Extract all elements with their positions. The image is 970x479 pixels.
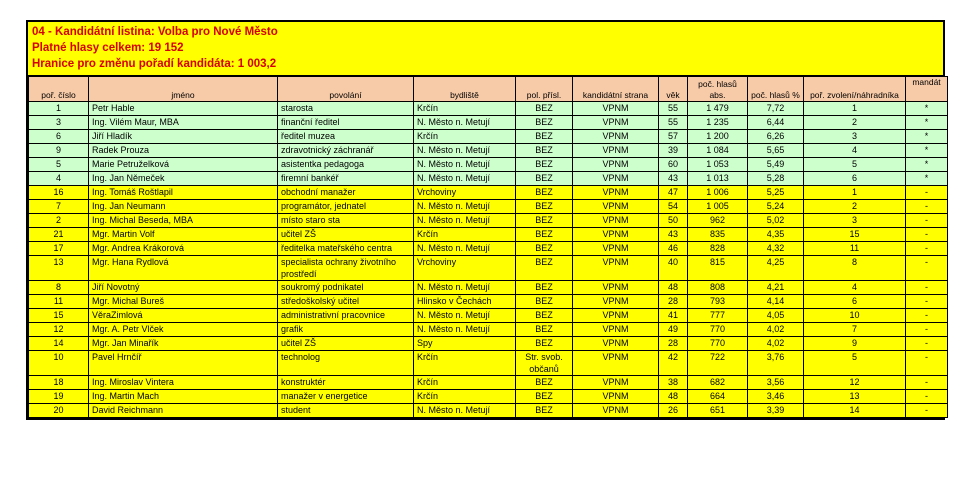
- cell-num: 20: [29, 404, 89, 418]
- cell-order: 10: [804, 309, 906, 323]
- list-title: 04 - Kandidátní listina: Volba pro Nové Město: [32, 26, 278, 38]
- cell-order: 12: [804, 376, 906, 390]
- cell-place: N. Město n. Metují: [414, 144, 516, 158]
- cell-mandate: -: [906, 351, 948, 376]
- cell-name: Ing. Martin Mach: [89, 390, 278, 404]
- cell-num: 2: [29, 214, 89, 228]
- cell-place: N. Město n. Metují: [414, 242, 516, 256]
- cell-place: N. Město n. Metují: [414, 116, 516, 130]
- cell-age: 57: [659, 130, 688, 144]
- cell-order: 7: [804, 323, 906, 337]
- cell-job: finanční ředitel: [278, 116, 414, 130]
- cell-party: VPNM: [573, 172, 659, 186]
- cell-mandate: -: [906, 281, 948, 295]
- cell-job: administrativní pracovnice: [278, 309, 414, 323]
- cell-name: Mgr. Andrea Krákorová: [89, 242, 278, 256]
- cell-num: 11: [29, 295, 89, 309]
- cell-order: 6: [804, 172, 906, 186]
- cell-place: Vrchoviny: [414, 186, 516, 200]
- table-row: [29, 144, 948, 158]
- cell-order: 3: [804, 130, 906, 144]
- cell-pct: 5,49: [748, 158, 804, 172]
- cell-name: Radek Prouza: [89, 144, 278, 158]
- cell-order: 1: [804, 186, 906, 200]
- col-num: poř. číslo: [29, 77, 89, 102]
- cell-job: student: [278, 404, 414, 418]
- cell-name: Ing. Tomáš Roštlapil: [89, 186, 278, 200]
- cell-mandate: *: [906, 144, 948, 158]
- cell-pol: BEZ: [516, 390, 573, 404]
- cell-pol: BEZ: [516, 309, 573, 323]
- cell-pol: BEZ: [516, 130, 573, 144]
- cell-name: Ing. Miroslav Vintera: [89, 376, 278, 390]
- cell-party: VPNM: [573, 144, 659, 158]
- cell-place: Spy: [414, 337, 516, 351]
- col-order: poř. zvolení/náhradníka: [804, 77, 906, 102]
- cell-place: N. Město n. Metují: [414, 323, 516, 337]
- cell-pct: 3,76: [748, 351, 804, 376]
- cell-name: Ing. Michal Beseda, MBA: [89, 214, 278, 228]
- cell-age: 60: [659, 158, 688, 172]
- table-row: [29, 404, 948, 418]
- cell-party: VPNM: [573, 102, 659, 116]
- cell-name: Mgr. Martin Volf: [89, 228, 278, 242]
- cell-num: 14: [29, 337, 89, 351]
- cell-mandate: -: [906, 390, 948, 404]
- cell-abs: 1 013: [688, 172, 748, 186]
- cell-place: Krčín: [414, 390, 516, 404]
- cell-pol: BEZ: [516, 281, 573, 295]
- cell-abs: 1 200: [688, 130, 748, 144]
- cell-age: 55: [659, 102, 688, 116]
- cell-name: Mgr. Jan Minařík: [89, 337, 278, 351]
- cell-party: VPNM: [573, 351, 659, 376]
- cell-job: specialista ochrany životního prostředí: [278, 256, 414, 281]
- cell-pct: 6,26: [748, 130, 804, 144]
- cell-party: VPNM: [573, 256, 659, 281]
- cell-pol: BEZ: [516, 186, 573, 200]
- cell-abs: 808: [688, 281, 748, 295]
- table-row: [29, 351, 948, 376]
- cell-party: VPNM: [573, 376, 659, 390]
- cell-age: 28: [659, 337, 688, 351]
- table-row: [29, 172, 948, 186]
- cell-mandate: *: [906, 172, 948, 186]
- candidate-table: [28, 76, 948, 418]
- cell-age: 47: [659, 186, 688, 200]
- col-party: kandidátní strana: [573, 77, 659, 102]
- cell-place: N. Město n. Metují: [414, 281, 516, 295]
- cell-party: VPNM: [573, 200, 659, 214]
- table-row: [29, 295, 948, 309]
- cell-abs: 815: [688, 256, 748, 281]
- cell-order: 15: [804, 228, 906, 242]
- cell-job: technolog: [278, 351, 414, 376]
- cell-mandate: -: [906, 309, 948, 323]
- cell-mandate: *: [906, 116, 948, 130]
- cell-mandate: -: [906, 228, 948, 242]
- cell-party: VPNM: [573, 390, 659, 404]
- cell-pol: Str. svob. občanů: [516, 351, 573, 376]
- cell-order: 4: [804, 144, 906, 158]
- cell-abs: 793: [688, 295, 748, 309]
- cell-num: 19: [29, 390, 89, 404]
- cell-num: 3: [29, 116, 89, 130]
- cell-order: 5: [804, 158, 906, 172]
- candidate-list-sheet: [26, 20, 945, 420]
- cell-pol: BEZ: [516, 116, 573, 130]
- cell-abs: 962: [688, 214, 748, 228]
- cell-abs: 828: [688, 242, 748, 256]
- cell-job: firemní bankéř: [278, 172, 414, 186]
- table-row: [29, 376, 948, 390]
- table-row: [29, 242, 948, 256]
- col-age: věk: [659, 77, 688, 102]
- cell-pol: BEZ: [516, 200, 573, 214]
- table-row: [29, 116, 948, 130]
- cell-party: VPNM: [573, 116, 659, 130]
- cell-num: 18: [29, 376, 89, 390]
- cell-name: VěraZimlová: [89, 309, 278, 323]
- cell-party: VPNM: [573, 242, 659, 256]
- table-row: [29, 228, 948, 242]
- cell-pct: 5,28: [748, 172, 804, 186]
- cell-age: 28: [659, 295, 688, 309]
- cell-pol: BEZ: [516, 323, 573, 337]
- cell-job: manažer v energetice: [278, 390, 414, 404]
- cell-order: 8: [804, 256, 906, 281]
- cell-abs: 770: [688, 323, 748, 337]
- cell-party: VPNM: [573, 130, 659, 144]
- cell-job: ředitel muzea: [278, 130, 414, 144]
- cell-pct: 3,46: [748, 390, 804, 404]
- col-abs: poč. hlasů abs.: [688, 77, 748, 102]
- cell-name: Mgr. Hana Rydlová: [89, 256, 278, 281]
- cell-num: 6: [29, 130, 89, 144]
- cell-age: 40: [659, 256, 688, 281]
- cell-abs: 664: [688, 390, 748, 404]
- cell-pct: 5,65: [748, 144, 804, 158]
- cell-pol: BEZ: [516, 214, 573, 228]
- cell-pct: 4,14: [748, 295, 804, 309]
- cell-job: grafik: [278, 323, 414, 337]
- cell-place: N. Město n. Metují: [414, 200, 516, 214]
- cell-pct: 5,25: [748, 186, 804, 200]
- cell-party: VPNM: [573, 337, 659, 351]
- cell-party: VPNM: [573, 281, 659, 295]
- cell-job: starosta: [278, 102, 414, 116]
- cell-pol: BEZ: [516, 172, 573, 186]
- cell-place: Krčín: [414, 130, 516, 144]
- cell-place: N. Město n. Metují: [414, 404, 516, 418]
- cell-name: Jiří Novotný: [89, 281, 278, 295]
- cell-num: 8: [29, 281, 89, 295]
- cell-age: 55: [659, 116, 688, 130]
- cell-abs: 722: [688, 351, 748, 376]
- cell-order: 11: [804, 242, 906, 256]
- cell-pct: 4,25: [748, 256, 804, 281]
- cell-order: 1: [804, 102, 906, 116]
- cell-job: středoškolský učitel: [278, 295, 414, 309]
- table-row: [29, 130, 948, 144]
- table-row: [29, 309, 948, 323]
- cell-age: 50: [659, 214, 688, 228]
- cell-pol: BEZ: [516, 404, 573, 418]
- cell-pol: BEZ: [516, 228, 573, 242]
- cell-num: 17: [29, 242, 89, 256]
- cell-age: 26: [659, 404, 688, 418]
- cell-pol: BEZ: [516, 376, 573, 390]
- cell-num: 15: [29, 309, 89, 323]
- cell-job: soukromý podnikatel: [278, 281, 414, 295]
- cell-num: 16: [29, 186, 89, 200]
- cell-num: 4: [29, 172, 89, 186]
- col-place: bydliště: [414, 77, 516, 102]
- cell-party: VPNM: [573, 295, 659, 309]
- cell-pol: BEZ: [516, 102, 573, 116]
- cell-party: VPNM: [573, 228, 659, 242]
- cell-place: Krčín: [414, 228, 516, 242]
- table-row: [29, 390, 948, 404]
- cell-name: Mgr. A. Petr Vlček: [89, 323, 278, 337]
- cell-num: 1: [29, 102, 89, 116]
- cell-pol: BEZ: [516, 256, 573, 281]
- cell-job: učitel ZŠ: [278, 337, 414, 351]
- cell-name: Pavel Hrnčíř: [89, 351, 278, 376]
- cell-num: 9: [29, 144, 89, 158]
- cell-name: Ing. Jan Neumann: [89, 200, 278, 214]
- cell-pol: BEZ: [516, 295, 573, 309]
- cell-mandate: -: [906, 376, 948, 390]
- cell-abs: 651: [688, 404, 748, 418]
- cell-abs: 1 006: [688, 186, 748, 200]
- cell-order: 4: [804, 281, 906, 295]
- cell-name: Ing. Vilém Maur, MBA: [89, 116, 278, 130]
- cell-num: 10: [29, 351, 89, 376]
- cell-mandate: -: [906, 404, 948, 418]
- cell-job: programátor, jednatel: [278, 200, 414, 214]
- cell-order: 9: [804, 337, 906, 351]
- cell-name: Mgr. Michal Bureš: [89, 295, 278, 309]
- cell-age: 48: [659, 390, 688, 404]
- cell-order: 2: [804, 200, 906, 214]
- cell-abs: 1 479: [688, 102, 748, 116]
- table-row: [29, 214, 948, 228]
- cell-party: VPNM: [573, 309, 659, 323]
- cell-mandate: *: [906, 102, 948, 116]
- cell-num: 7: [29, 200, 89, 214]
- cell-pct: 5,02: [748, 214, 804, 228]
- table-row: [29, 200, 948, 214]
- cell-age: 43: [659, 228, 688, 242]
- cell-job: zdravotnický záchranář: [278, 144, 414, 158]
- cell-age: 41: [659, 309, 688, 323]
- cell-party: VPNM: [573, 158, 659, 172]
- cell-pct: 3,39: [748, 404, 804, 418]
- cell-age: 54: [659, 200, 688, 214]
- cell-place: N. Město n. Metují: [414, 172, 516, 186]
- cell-pct: 4,21: [748, 281, 804, 295]
- cell-age: 46: [659, 242, 688, 256]
- cell-order: 5: [804, 351, 906, 376]
- col-name: jméno: [89, 77, 278, 102]
- cell-pct: 5,24: [748, 200, 804, 214]
- cell-name: Petr Hable: [89, 102, 278, 116]
- list-header: [28, 22, 943, 76]
- col-pol: pol. přísl.: [516, 77, 573, 102]
- table-row: [29, 158, 948, 172]
- cell-pct: 4,02: [748, 337, 804, 351]
- cell-party: VPNM: [573, 186, 659, 200]
- cell-abs: 835: [688, 228, 748, 242]
- table-row: [29, 102, 948, 116]
- cell-pct: 3,56: [748, 376, 804, 390]
- cell-job: konstruktér: [278, 376, 414, 390]
- cell-age: 43: [659, 172, 688, 186]
- cell-order: 6: [804, 295, 906, 309]
- cell-num: 21: [29, 228, 89, 242]
- cell-mandate: -: [906, 186, 948, 200]
- col-job: povolání: [278, 77, 414, 102]
- threshold: Hranice pro změnu pořadí kandidáta: 1 003,2: [32, 58, 277, 70]
- valid-votes: Platné hlasy celkem: 19 152: [32, 42, 184, 54]
- cell-pol: BEZ: [516, 144, 573, 158]
- cell-mandate: *: [906, 130, 948, 144]
- cell-pct: 4,05: [748, 309, 804, 323]
- table-row: [29, 256, 948, 281]
- col-pct: poč. hlasů %: [748, 77, 804, 102]
- cell-pct: 4,35: [748, 228, 804, 242]
- cell-job: obchodní manažer: [278, 186, 414, 200]
- cell-age: 39: [659, 144, 688, 158]
- column-header-row: [29, 77, 948, 102]
- cell-party: VPNM: [573, 214, 659, 228]
- cell-order: 3: [804, 214, 906, 228]
- cell-num: 13: [29, 256, 89, 281]
- cell-party: VPNM: [573, 323, 659, 337]
- cell-name: Ing. Jan Němeček: [89, 172, 278, 186]
- cell-abs: 682: [688, 376, 748, 390]
- cell-place: N. Město n. Metují: [414, 214, 516, 228]
- cell-mandate: *: [906, 158, 948, 172]
- cell-pol: BEZ: [516, 158, 573, 172]
- cell-mandate: -: [906, 200, 948, 214]
- cell-abs: 1 005: [688, 200, 748, 214]
- cell-mandate: -: [906, 256, 948, 281]
- cell-pct: 4,32: [748, 242, 804, 256]
- cell-order: 14: [804, 404, 906, 418]
- cell-mandate: -: [906, 295, 948, 309]
- cell-place: Hlinsko v Čechách: [414, 295, 516, 309]
- cell-pol: BEZ: [516, 337, 573, 351]
- cell-order: 2: [804, 116, 906, 130]
- cell-age: 49: [659, 323, 688, 337]
- table-row: [29, 281, 948, 295]
- cell-age: 48: [659, 281, 688, 295]
- cell-place: Vrchoviny: [414, 256, 516, 281]
- cell-place: N. Město n. Metují: [414, 158, 516, 172]
- cell-place: N. Město n. Metují: [414, 309, 516, 323]
- cell-job: učitel ZŠ: [278, 228, 414, 242]
- cell-num: 5: [29, 158, 89, 172]
- cell-name: David Reichmann: [89, 404, 278, 418]
- cell-mandate: -: [906, 337, 948, 351]
- cell-place: Krčín: [414, 351, 516, 376]
- cell-mandate: -: [906, 323, 948, 337]
- cell-abs: 1 084: [688, 144, 748, 158]
- cell-abs: 777: [688, 309, 748, 323]
- cell-place: Krčín: [414, 376, 516, 390]
- cell-place: Krčín: [414, 102, 516, 116]
- table-row: [29, 323, 948, 337]
- cell-name: Marie Petruželková: [89, 158, 278, 172]
- cell-abs: 1 235: [688, 116, 748, 130]
- cell-mandate: -: [906, 214, 948, 228]
- cell-pct: 7,72: [748, 102, 804, 116]
- cell-abs: 770: [688, 337, 748, 351]
- cell-party: VPNM: [573, 404, 659, 418]
- cell-order: 13: [804, 390, 906, 404]
- cell-job: místo staro sta: [278, 214, 414, 228]
- cell-pct: 4,02: [748, 323, 804, 337]
- cell-mandate: -: [906, 242, 948, 256]
- table-row: [29, 186, 948, 200]
- cell-job: ředitelka mateřského centra: [278, 242, 414, 256]
- cell-age: 38: [659, 376, 688, 390]
- cell-name: Jiří Hladík: [89, 130, 278, 144]
- cell-num: 12: [29, 323, 89, 337]
- cell-pct: 6,44: [748, 116, 804, 130]
- table-row: [29, 337, 948, 351]
- col-mandate: mandát: [906, 77, 948, 102]
- cell-job: asistentka pedagoga: [278, 158, 414, 172]
- cell-abs: 1 053: [688, 158, 748, 172]
- cell-age: 42: [659, 351, 688, 376]
- cell-pol: BEZ: [516, 242, 573, 256]
